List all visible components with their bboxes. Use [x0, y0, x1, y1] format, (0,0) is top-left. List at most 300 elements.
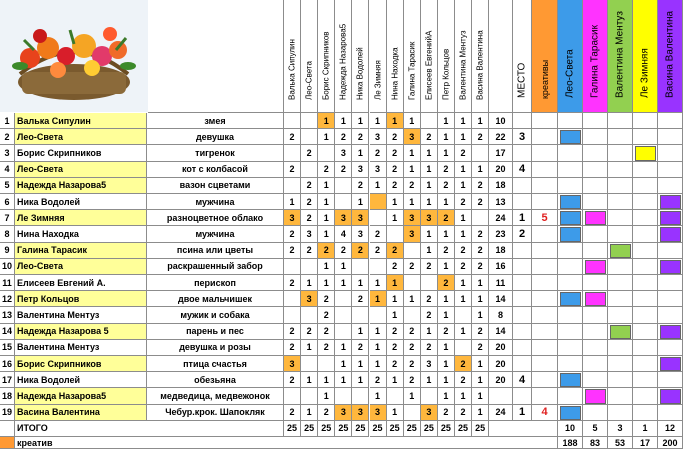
score-cell: 1 — [421, 178, 438, 194]
row-total: 14 — [489, 324, 513, 340]
score-cell: 2 — [472, 226, 489, 242]
place-header-label: МЕСТО — [516, 62, 528, 98]
score-cell: 1 — [421, 226, 438, 242]
score-cell — [301, 388, 318, 404]
author-name: Галина Тарасик — [15, 243, 147, 259]
score-cell: 1 — [387, 291, 404, 307]
work-title: перископ — [147, 275, 284, 291]
extra-grid-cell — [558, 194, 583, 210]
total-value: 25 — [370, 421, 387, 437]
voter-header — [404, 0, 421, 113]
score-cell: 2 — [352, 129, 369, 145]
score-cell: 2 — [421, 340, 438, 356]
score-cell: 1 — [438, 372, 455, 388]
score-cell: 2 — [301, 243, 318, 259]
total-row-blank — [0, 421, 15, 437]
score-cell: 2 — [421, 129, 438, 145]
voter-header-label: Галина Тарасик — [407, 41, 417, 100]
work-title: мужчина — [147, 226, 284, 242]
score-cell: 2 — [404, 178, 421, 194]
total-value: 25 — [335, 421, 352, 437]
score-cell: 1 — [421, 243, 438, 259]
extra-grid-cell — [608, 372, 633, 388]
score-cell: 1 — [352, 275, 369, 291]
extra-grid-cell — [583, 162, 608, 178]
score-cell: 3 — [421, 405, 438, 421]
kreativ-cell — [532, 194, 558, 210]
voter-header — [301, 0, 318, 113]
place-cell — [513, 324, 532, 340]
score-cell — [370, 259, 387, 275]
row-total: 20 — [489, 162, 513, 178]
extra-grid-cell — [658, 372, 683, 388]
extra-grid-cell — [658, 324, 683, 340]
extra-grid-cell — [608, 324, 633, 340]
score-cell — [352, 259, 369, 275]
score-cell: 2 — [472, 129, 489, 145]
score-cell: 1 — [370, 324, 387, 340]
score-cell: 1 — [370, 356, 387, 372]
total-value: 25 — [421, 421, 438, 437]
score-cell: 2 — [421, 291, 438, 307]
extra-grid-cell — [608, 291, 633, 307]
score-cell: 1 — [335, 372, 352, 388]
extra-grid-cell — [558, 226, 583, 242]
extra-grid-cell — [608, 178, 633, 194]
voter-header — [318, 0, 335, 113]
row-number: 17 — [0, 372, 15, 388]
kreativ-cell — [532, 113, 558, 129]
score-cell: 2 — [370, 372, 387, 388]
score-cell: 1 — [472, 113, 489, 129]
row-total: 14 — [489, 291, 513, 307]
kreativ-cell — [532, 388, 558, 404]
score-cell: 1 — [370, 275, 387, 291]
score-cell: 3 — [284, 210, 301, 226]
score-cell — [301, 356, 318, 372]
score-cell: 2 — [472, 178, 489, 194]
score-cell — [318, 356, 335, 372]
kreativ-cell — [532, 291, 558, 307]
author-name: Ле Зимняя — [15, 210, 147, 226]
score-cell: 2 — [387, 340, 404, 356]
score-cell — [387, 388, 404, 404]
score-cell: 2 — [370, 243, 387, 259]
score-cell: 1 — [352, 324, 369, 340]
work-title: Чебур.крок. Шапокляк — [147, 405, 284, 421]
place-cell: 4 — [513, 162, 532, 178]
row-total: 18 — [489, 178, 513, 194]
score-cell — [387, 226, 404, 242]
score-cell — [370, 210, 387, 226]
extra-grid-cell — [633, 145, 658, 161]
score-cell: 2 — [455, 145, 472, 161]
kreativ-cell — [532, 307, 558, 323]
score-cell: 2 — [455, 194, 472, 210]
total-extra: 3 — [608, 421, 633, 437]
extra-grid-cell — [558, 372, 583, 388]
voter-header — [472, 0, 489, 113]
kreativ-swatch — [0, 437, 15, 449]
score-cell: 1 — [472, 275, 489, 291]
extra-header-label: Валентина Ментуз — [614, 11, 626, 98]
total-extra: 10 — [558, 421, 583, 437]
score-cell — [455, 340, 472, 356]
place-cell — [513, 194, 532, 210]
author-name: Лео-Света — [15, 259, 147, 275]
score-cell: 1 — [455, 324, 472, 340]
extra-grid-cell — [558, 405, 583, 421]
total-value: 25 — [318, 421, 335, 437]
score-cell: 1 — [455, 113, 472, 129]
score-cell: 2 — [335, 243, 352, 259]
row-number: 5 — [0, 178, 15, 194]
score-cell: 3 — [301, 291, 318, 307]
score-cell: 1 — [438, 291, 455, 307]
kreativ-extra: 17 — [633, 437, 658, 449]
row-total: 20 — [489, 372, 513, 388]
extra-grid-cell — [558, 178, 583, 194]
score-cell: 2 — [301, 178, 318, 194]
extra-grid-cell — [583, 178, 608, 194]
score-cell — [335, 291, 352, 307]
score-cell: 3 — [421, 356, 438, 372]
voter-header — [387, 0, 404, 113]
extra-header-label: Галина Тарасик — [589, 24, 601, 98]
work-title: медведица, медвежонок — [147, 388, 284, 404]
score-cell: 2 — [387, 259, 404, 275]
score-cell: 1 — [387, 113, 404, 129]
row-number: 15 — [0, 340, 15, 356]
extra-grid-cell — [658, 307, 683, 323]
score-cell: 1 — [352, 356, 369, 372]
score-cell: 2 — [387, 129, 404, 145]
extra-grid-cell — [633, 210, 658, 226]
row-number: 16 — [0, 356, 15, 372]
score-cell — [352, 388, 369, 404]
extra-grid-cell — [558, 388, 583, 404]
extra-grid-cell — [558, 275, 583, 291]
score-cell: 1 — [404, 291, 421, 307]
score-cell: 2 — [455, 259, 472, 275]
score-cell: 1 — [455, 388, 472, 404]
place-cell — [513, 356, 532, 372]
score-cell: 3 — [301, 226, 318, 242]
flower-basket-image — [0, 0, 148, 112]
score-cell: 2 — [438, 162, 455, 178]
row-number: 6 — [0, 194, 15, 210]
work-title: вазон сцветами — [147, 178, 284, 194]
score-cell: 1 — [404, 145, 421, 161]
author-name: Надежда Назарова5 — [15, 178, 147, 194]
score-cell: 2 — [301, 210, 318, 226]
extra-grid-cell — [633, 129, 658, 145]
extra-grid-cell — [633, 162, 658, 178]
total-header — [489, 0, 513, 113]
extra-grid-cell — [558, 356, 583, 372]
score-cell: 2 — [352, 243, 369, 259]
score-cell — [301, 113, 318, 129]
extra-grid-cell — [658, 340, 683, 356]
score-cell — [284, 307, 301, 323]
author-name: Борис Скрипников — [15, 356, 147, 372]
row-number: 19 — [0, 405, 15, 421]
kreativ-cell — [532, 275, 558, 291]
extra-grid-cell — [558, 129, 583, 145]
score-cell: 2 — [318, 243, 335, 259]
score-cell: 2 — [318, 162, 335, 178]
author-name: Ника Водолей — [15, 372, 147, 388]
extra-grid-cell — [658, 145, 683, 161]
kreativ-cell: 5 — [532, 210, 558, 226]
score-cell — [352, 307, 369, 323]
extra-grid-cell — [658, 243, 683, 259]
total-value: 25 — [284, 421, 301, 437]
extra-grid-cell — [658, 405, 683, 421]
place-cell: 3 — [513, 129, 532, 145]
score-cell: 2 — [438, 243, 455, 259]
extra-grid-cell — [608, 243, 633, 259]
score-cell: 2 — [301, 324, 318, 340]
voter-header — [352, 0, 369, 113]
score-cell: 1 — [318, 129, 335, 145]
row-total: 20 — [489, 356, 513, 372]
extra-grid-cell — [658, 388, 683, 404]
score-cell: 2 — [284, 324, 301, 340]
extra-grid-cell — [558, 291, 583, 307]
extra-grid-cell — [608, 162, 633, 178]
score-cell: 1 — [438, 145, 455, 161]
extra-header-label: Лео-Света — [564, 49, 576, 98]
score-cell: 1 — [438, 226, 455, 242]
score-cell: 2 — [284, 405, 301, 421]
extra-grid-cell — [583, 405, 608, 421]
score-cell: 1 — [472, 291, 489, 307]
extra-grid-cell — [608, 145, 633, 161]
row-total — [489, 388, 513, 404]
extra-grid-cell — [583, 210, 608, 226]
extra-grid-cell — [583, 372, 608, 388]
score-cell — [370, 307, 387, 323]
author-name: Лео-Света — [15, 162, 147, 178]
work-title: мужик и собака — [147, 307, 284, 323]
score-cell: 2 — [404, 324, 421, 340]
score-cell — [335, 307, 352, 323]
total-value: 25 — [455, 421, 472, 437]
extra-header-label: Ле Зимняя — [639, 48, 651, 98]
score-cell: 3 — [404, 210, 421, 226]
score-cell: 2 — [455, 243, 472, 259]
total-row-gap — [489, 421, 558, 437]
extra-grid-cell — [583, 259, 608, 275]
score-cell: 2 — [404, 340, 421, 356]
score-cell: 1 — [421, 372, 438, 388]
score-cell: 1 — [472, 307, 489, 323]
extra-grid-cell — [583, 129, 608, 145]
score-cell: 2 — [318, 405, 335, 421]
extra-grid-cell — [583, 275, 608, 291]
score-cell: 2 — [404, 356, 421, 372]
score-cell: 1 — [352, 372, 369, 388]
extra-grid-cell — [583, 145, 608, 161]
extra-grid-cell — [633, 307, 658, 323]
extra-grid-cell — [558, 307, 583, 323]
score-cell: 2 — [318, 291, 335, 307]
extra-grid-cell — [633, 259, 658, 275]
score-cell — [472, 145, 489, 161]
work-title: змея — [147, 113, 284, 129]
voter-header-label: Валентина Ментуз — [458, 30, 468, 100]
extra-grid-cell — [608, 340, 633, 356]
extra-grid-cell — [608, 356, 633, 372]
total-row-label: ИТОГО — [15, 421, 284, 437]
score-cell — [284, 113, 301, 129]
extra-grid-cell — [633, 405, 658, 421]
extra-grid-cell — [583, 113, 608, 129]
voter-header-label: Петр Кольцов — [441, 48, 451, 100]
score-cell: 2 — [370, 226, 387, 242]
score-cell — [301, 259, 318, 275]
extra-grid-cell — [583, 243, 608, 259]
score-cell — [301, 162, 318, 178]
extra-grid-cell — [633, 178, 658, 194]
score-cell: 2 — [455, 372, 472, 388]
extra-grid-cell — [608, 259, 633, 275]
extra-grid-cell — [658, 194, 683, 210]
row-number: 3 — [0, 145, 15, 161]
score-cell: 2 — [404, 259, 421, 275]
row-number: 1 — [0, 113, 15, 129]
score-cell: 1 — [335, 340, 352, 356]
score-cell: 2 — [318, 307, 335, 323]
score-cell: 2 — [284, 340, 301, 356]
place-cell: 1 — [513, 210, 532, 226]
work-title: птица счастья — [147, 356, 284, 372]
extra-header — [558, 0, 583, 113]
extra-grid-cell — [633, 340, 658, 356]
extra-grid-cell — [558, 113, 583, 129]
score-cell: 2 — [387, 178, 404, 194]
kreativ-cell — [532, 356, 558, 372]
place-cell — [513, 340, 532, 356]
score-cell — [455, 307, 472, 323]
score-cell: 2 — [370, 145, 387, 161]
place-cell — [513, 388, 532, 404]
extra-grid-cell — [558, 243, 583, 259]
score-cell: 2 — [387, 324, 404, 340]
voter-header-label: Лео-Света — [304, 61, 314, 100]
score-cell: 2 — [318, 340, 335, 356]
extra-grid-cell — [633, 113, 658, 129]
score-cell: 2 — [318, 324, 335, 340]
score-cell: 2 — [284, 129, 301, 145]
score-cell: 1 — [455, 162, 472, 178]
score-cell: 1 — [455, 291, 472, 307]
score-cell: 1 — [318, 372, 335, 388]
score-cell: 1 — [421, 194, 438, 210]
kreativ-header — [532, 0, 558, 113]
place-cell — [513, 307, 532, 323]
kreativ-extra: 83 — [583, 437, 608, 449]
score-cell: 2 — [472, 340, 489, 356]
kreativ-cell — [532, 259, 558, 275]
voter-header — [284, 0, 301, 113]
voter-header-label: Валька Сипулин — [287, 39, 297, 100]
score-cell: 3 — [370, 405, 387, 421]
extra-grid-cell — [558, 210, 583, 226]
total-extra: 1 — [633, 421, 658, 437]
extra-grid-cell — [583, 194, 608, 210]
author-name: Валентина Ментуз — [15, 340, 147, 356]
extra-grid-cell — [608, 275, 633, 291]
author-name: Ника Водолей — [15, 194, 147, 210]
row-number: 13 — [0, 307, 15, 323]
score-cell: 3 — [352, 405, 369, 421]
kreativ-cell — [532, 178, 558, 194]
score-cell: 1 — [318, 275, 335, 291]
voter-header — [438, 0, 455, 113]
score-cell: 1 — [387, 194, 404, 210]
score-cell: 2 — [335, 129, 352, 145]
row-total: 16 — [489, 259, 513, 275]
row-total: 11 — [489, 275, 513, 291]
score-cell: 2 — [404, 372, 421, 388]
score-cell: 2 — [455, 356, 472, 372]
extra-grid-cell — [658, 162, 683, 178]
kreativ-cell — [532, 145, 558, 161]
score-cell: 1 — [352, 145, 369, 161]
work-title: псина или цветы — [147, 243, 284, 259]
row-total: 24 — [489, 405, 513, 421]
extra-grid-cell — [633, 243, 658, 259]
place-cell — [513, 145, 532, 161]
score-cell: 1 — [318, 210, 335, 226]
score-cell: 2 — [284, 226, 301, 242]
header-blank — [148, 0, 284, 113]
work-title: кот с колбасой — [147, 162, 284, 178]
score-cell: 2 — [284, 243, 301, 259]
extra-grid-cell — [558, 340, 583, 356]
author-name: Нина Находка — [15, 226, 147, 242]
extra-grid-cell — [633, 194, 658, 210]
row-total: 8 — [489, 307, 513, 323]
author-name: Валька Сипулин — [15, 113, 147, 129]
score-cell: 1 — [455, 129, 472, 145]
work-title: тигренок — [147, 145, 284, 161]
score-cell: 2 — [472, 324, 489, 340]
score-cell: 1 — [438, 259, 455, 275]
score-cell — [421, 113, 438, 129]
score-cell: 2 — [352, 178, 369, 194]
score-cell: 1 — [421, 145, 438, 161]
voter-header — [421, 0, 438, 113]
author-name: Надежда Назарова5 — [15, 388, 147, 404]
score-cell: 1 — [301, 340, 318, 356]
extra-grid-cell — [658, 113, 683, 129]
score-cell — [335, 178, 352, 194]
row-number: 7 — [0, 210, 15, 226]
score-cell: 1 — [387, 405, 404, 421]
score-cell: 1 — [472, 388, 489, 404]
score-cell: 1 — [438, 194, 455, 210]
score-cell: 2 — [438, 178, 455, 194]
score-cell: 3 — [370, 162, 387, 178]
work-title: двое мальчишек — [147, 291, 284, 307]
extra-grid-cell — [658, 178, 683, 194]
kreativ-cell — [532, 372, 558, 388]
author-name: Надежда Назарова 5 — [15, 324, 147, 340]
score-cell: 1 — [404, 162, 421, 178]
